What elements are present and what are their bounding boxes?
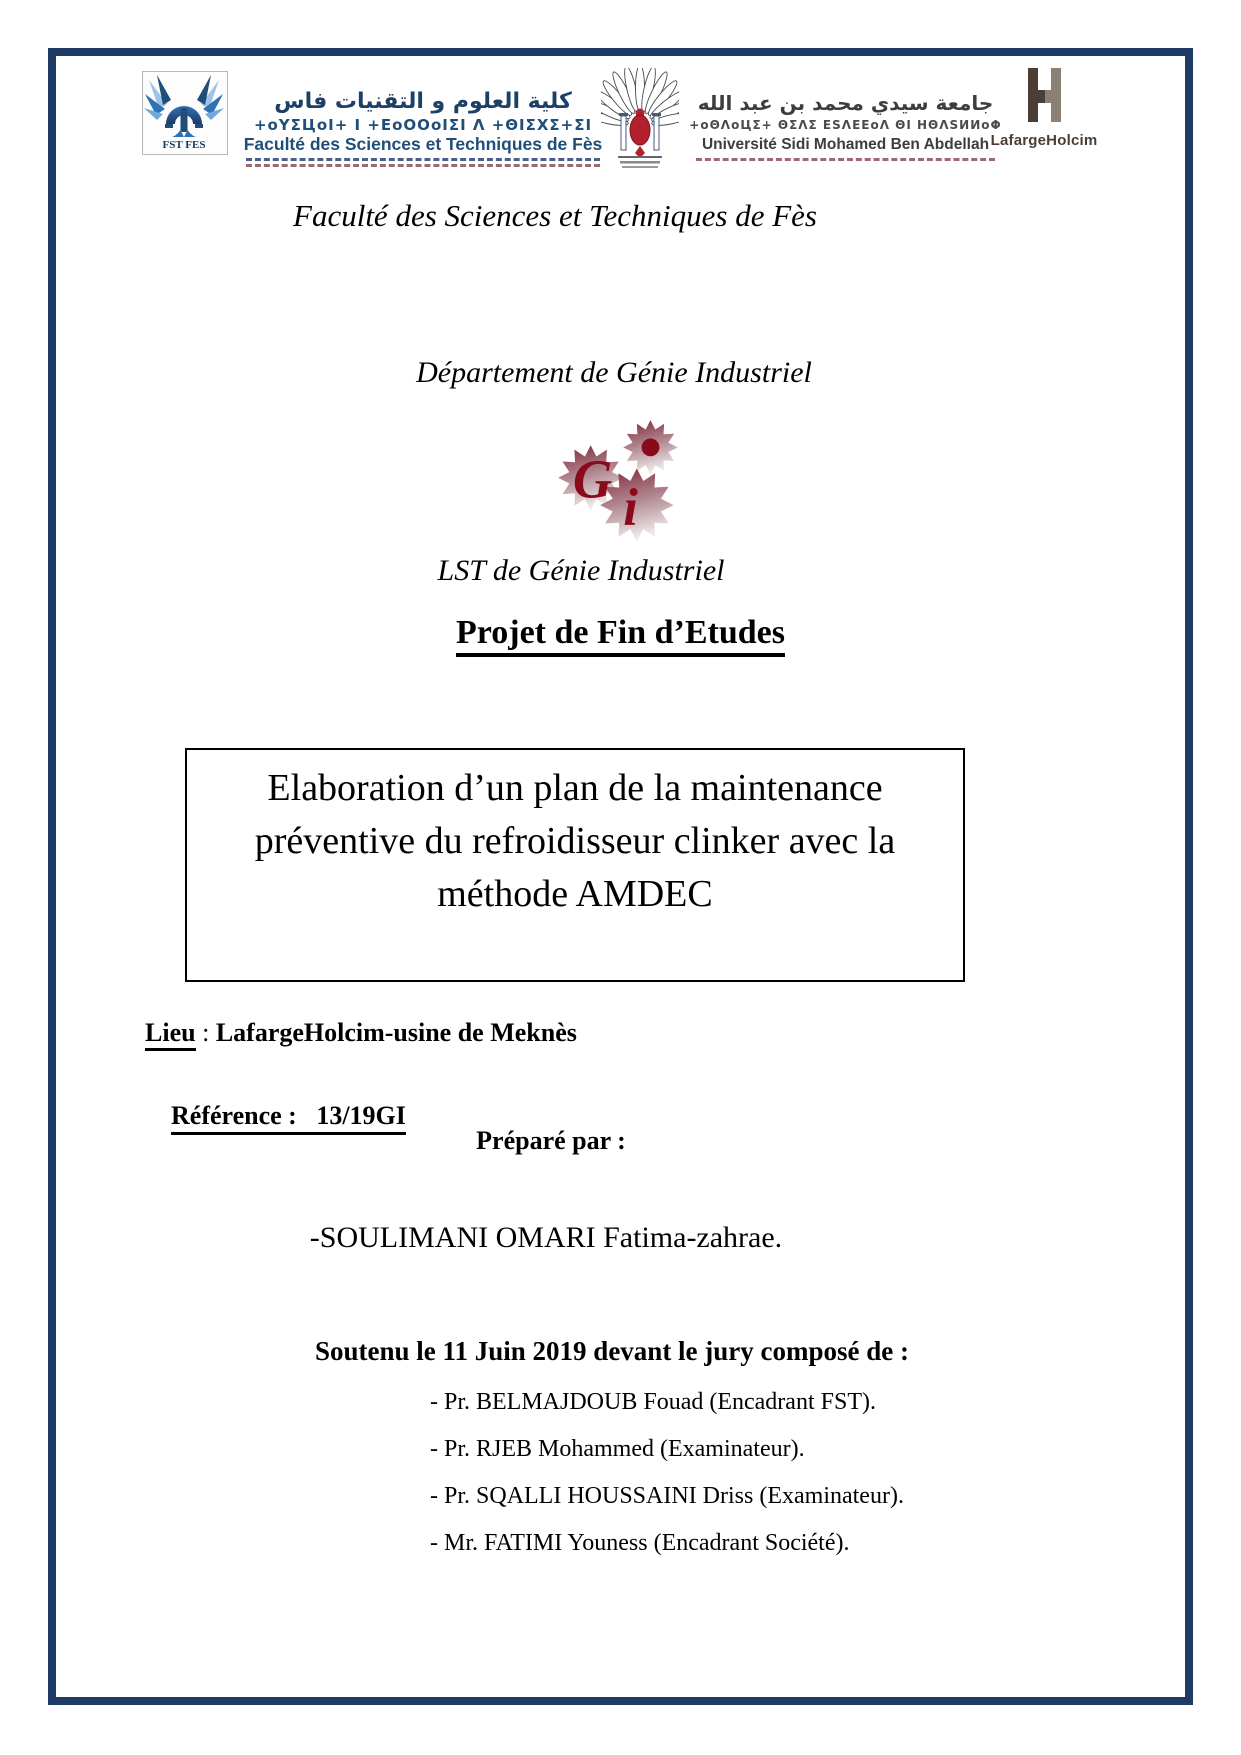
thesis-title-line: Elaboration d’un plan de la maintenance [267,767,883,809]
thesis-title-line: méthode AMDEC [437,873,713,915]
university-arabic-name: جامعة سيدي محمد بن عبد الله [697,91,994,115]
university-french-name: Université Sidi Mohamed Ben Abdellah [701,136,990,153]
jury-member: - Pr. RJEB Mohammed (Examinateur). [430,1436,805,1462]
jury-member: - Mr. FATIMI Youness (Encadrant Société). [430,1530,850,1556]
thesis-title-box [185,748,965,982]
reference-text: Référence : 13/19GI [171,1101,406,1135]
university-seal-logo [601,68,679,170]
fst-fes-caption: FST FES [162,139,206,151]
decorative-dashed-line [696,158,995,161]
lafargeholcim-wordmark: LafargeHolcim [990,132,1098,149]
lieu-line [145,1018,577,1048]
fst-fes-logo [142,71,228,155]
faculty-header-block [238,88,608,167]
gi-i-dot [642,438,660,456]
jury-member: - Pr. BELMAJDOUB Fouad (Encadrant FST). [430,1389,876,1415]
faculty-arabic-name: كلية العلوم و التقنيات فاس [274,89,572,114]
jury-heading: Soutenu le 11 Juin 2019 devant le jury composé de : [314,1336,910,1366]
gi-gears-graphic [556,418,682,546]
lst-title-line: LST de Génie Industriel [437,554,725,587]
lafargeholcim-mark-icon [1023,66,1065,124]
department-title-line: Département de Génie Industriel [416,356,812,389]
lafargeholcim-logo [990,66,1098,149]
pfe-heading-text: Projet de Fin d’Etudes [456,614,785,657]
lieu-separator: : [195,1018,216,1047]
faculty-tifinagh-name: +oΥΣЦoΙ+ Ι +ΕoΟΟoΙΣΙ Λ +ΘΙΣΧΣ+ΣΙ [253,116,593,134]
jury-member: - Pr. SQALLI HOUSSAINI Driss (Examinateur). [430,1483,904,1509]
gi-letter-g: G [572,448,613,510]
faculty-title-line: Faculté des Sciences et Techniques de Fès [293,198,817,233]
decorative-dashed-line [246,164,600,167]
lieu-label: Lieu [145,1018,196,1051]
fst-fes-logo-graphic [143,72,225,152]
university-tifinagh-name: +oΘΛoЦΣ+ ΘΣΛΣ ΕЅΛΕΕoΛ ΘΙ ΗΘΛЅИИoΦ [689,118,1002,132]
pfe-heading [0,614,1241,652]
author-name: -SOULIMANI OMARI Fatima-zahrae. [309,1221,783,1254]
faculty-french-name: Faculté des Sciences et Techniques de Fès [243,134,603,154]
jury-list [430,1390,904,1578]
genie-industriel-logo [556,418,682,546]
prepared-by-heading: Préparé par : [476,1126,626,1155]
gi-letter-i: i [623,479,638,538]
university-header-block [688,90,1003,161]
thesis-title-line: préventive du refroidisseur clinker avec la [254,820,896,862]
lieu-value: LafargeHolcim-usine de Meknès [215,1018,577,1047]
university-seal-graphic [601,68,679,170]
decorative-dashed-line [246,158,600,161]
